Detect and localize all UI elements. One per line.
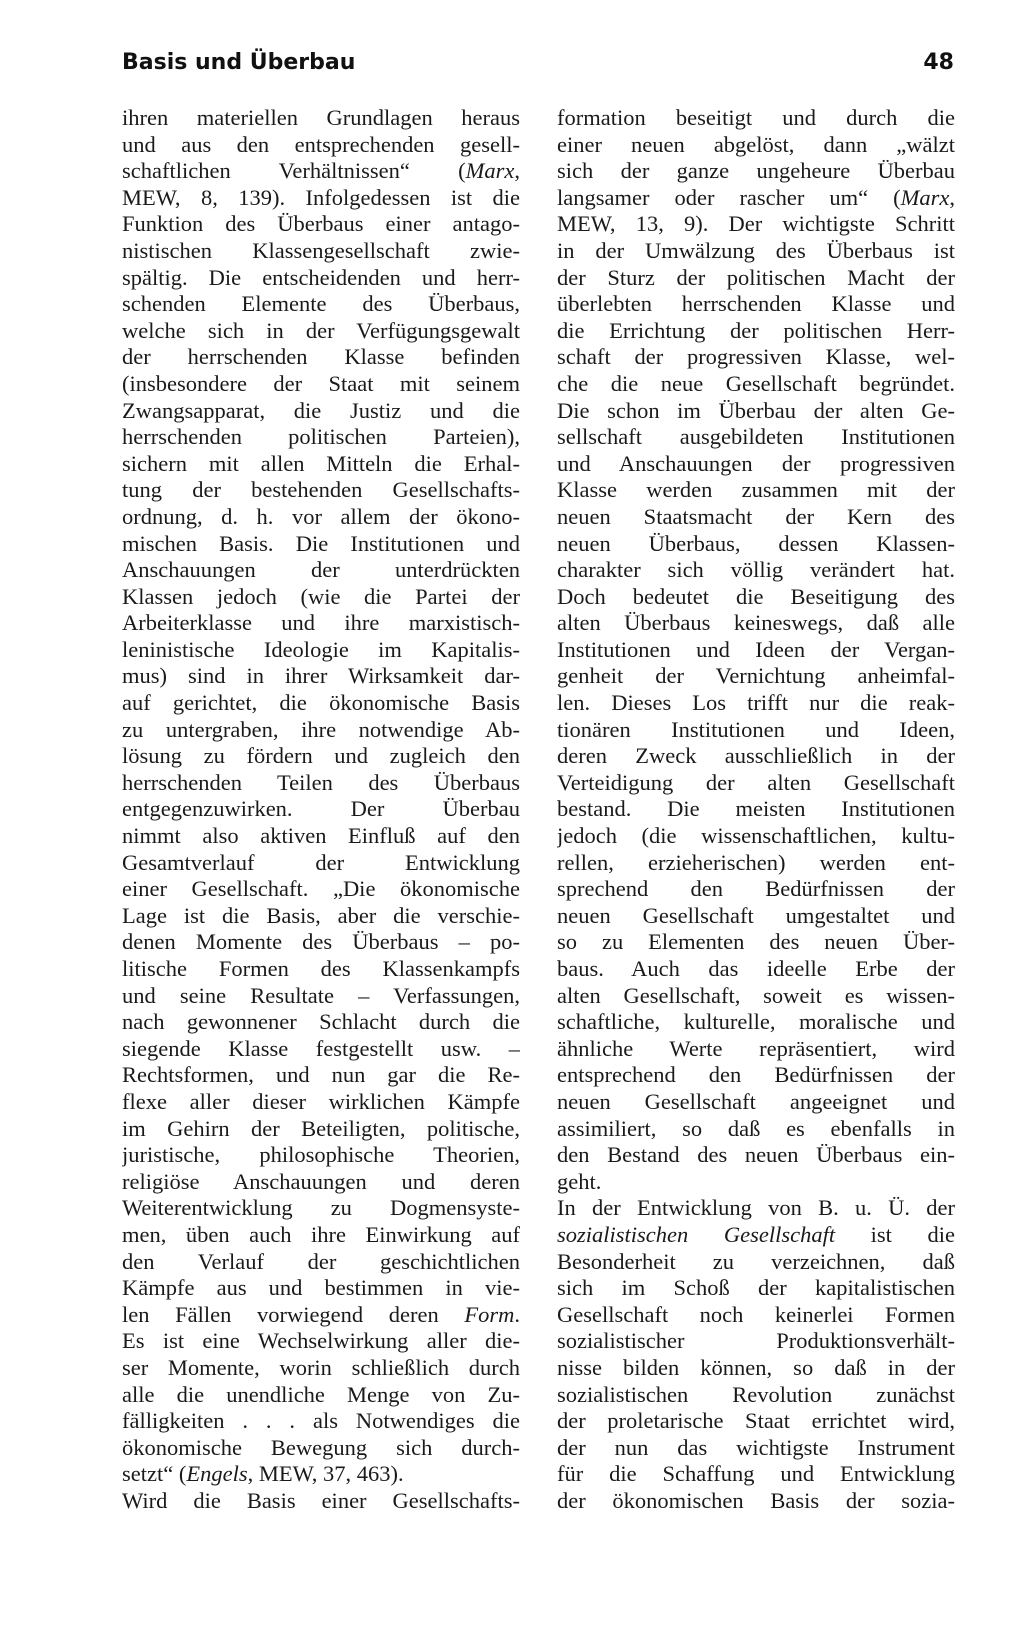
text-line: Wird die Basis einer Gesellschafts- (122, 1487, 520, 1513)
text-line: und aus den entsprechenden gesell- (122, 131, 520, 157)
text-line: Institutionen und Ideen der Vergan- (557, 636, 955, 662)
text-line: alten Gesellschaft, soweit es wissen- (557, 982, 955, 1008)
text-line: ihren materiellen Grundlagen heraus (122, 105, 520, 130)
text-line: und seine Resultate – Verfassungen, (122, 982, 520, 1008)
text-line: jedoch (die wissenschaftlichen, kultu- (557, 823, 955, 849)
text-line: sozialistischer Produktionsverhält- (557, 1328, 955, 1354)
text-line: Lage ist die Basis, aber die verschie- (122, 902, 520, 928)
text-line: herrschenden Teilen des Überbaus (122, 769, 520, 795)
text-line: Es ist eine Wechselwirkung aller die- (122, 1328, 520, 1354)
text-line: den Verlauf der geschichtlichen (122, 1248, 520, 1274)
text-line: mischen Basis. Die Institutionen und (122, 530, 520, 556)
text-line: Klassen jedoch (wie die Partei der (122, 583, 520, 609)
text-line: sich im Schoß der kapitalistischen (557, 1275, 955, 1301)
text-line: len. Dieses Los trifft nur die reak- (557, 690, 955, 716)
left-column (122, 105, 520, 1514)
text-line: den Bestand des neuen Überbaus ein- (557, 1142, 955, 1168)
text-line: einer Gesellschaft. „Die ökonomische (122, 876, 520, 902)
text-line: die Errichtung der politischen Herr- (557, 317, 955, 343)
emphasis: Form (464, 1301, 515, 1327)
text-line: (insbesondere der Staat mit seinem (122, 370, 520, 396)
text-line: nisse bilden können, so daß in der (557, 1354, 955, 1380)
emphasis: Engels (186, 1461, 248, 1487)
text-line: Kämpfe aus und bestimmen in vie- (122, 1275, 520, 1301)
text-line: geht. (557, 1168, 602, 1194)
text-line: Gesamtverlauf der Entwicklung (122, 849, 520, 875)
text-line: neuen Gesellschaft umgestaltet und (557, 902, 955, 928)
text-line: Verteidigung der alten Gesellschaft (557, 769, 955, 795)
text-line: schaft der progressiven Klasse, wel- (557, 344, 955, 370)
emphasis: Marx (465, 158, 515, 184)
text-line: mus) sind in ihrer Wirksamkeit dar- (122, 663, 520, 689)
text-line: neuen Staatsmacht der Kern des (557, 503, 955, 529)
text-line: len Fällen vorwiegend deren Form. (122, 1301, 520, 1327)
text-line: spältig. Die entscheidenden und herr- (122, 264, 520, 290)
text-line: tionären Institutionen und Ideen, (557, 716, 955, 742)
text-line: Zwangsapparat, die Justiz und die (122, 397, 520, 423)
text-line: ser Momente, worin schließlich durch (122, 1354, 520, 1380)
text-line: zu untergraben, ihre notwendige Ab- (122, 716, 520, 742)
text-line: sozialistischen Gesellschaft ist die (557, 1221, 955, 1247)
text-line: juristische, philosophische Theorien, (122, 1142, 520, 1168)
text-line: nimmt also aktiven Einfluß auf den (122, 823, 520, 849)
text-line: nach gewonnener Schlacht durch die (122, 1009, 520, 1035)
emphasis: sozialistischen Gesellschaft (557, 1221, 836, 1247)
text-line: Klasse werden zusammen mit der (557, 477, 955, 503)
text-line: Arbeiterklasse und ihre marxistisch- (122, 610, 520, 636)
text-line: Gesellschaft noch keinerlei Formen (557, 1301, 955, 1327)
text-line: rellen, erzieherischen) werden ent- (557, 849, 955, 875)
text-line: schaftlichen Verhältnissen“ (Marx, (122, 158, 520, 184)
text-line: der herrschenden Klasse befinden (122, 344, 520, 370)
text-line: einer neuen abgelöst, dann „wälzt (557, 131, 955, 157)
text-line: Funktion des Überbaus einer antago- (122, 211, 520, 237)
text-line: In der Entwicklung von B. u. Ü. der (557, 1195, 955, 1221)
text-line: che die neue Gesellschaft begründet. (557, 370, 955, 396)
text-line: für die Schaffung und Entwicklung (557, 1461, 955, 1487)
text-line: welche sich in der Verfügungsgewalt (122, 317, 520, 343)
text-line: MEW, 8, 139). Infolgedessen ist die (122, 184, 520, 210)
text-line: ordnung, d. h. vor allem der ökono- (122, 503, 520, 529)
text-line: langsamer oder rascher um“ (Marx, (557, 184, 955, 210)
text-line: schaftliche, kulturelle, moralische und (557, 1009, 955, 1035)
text-line: Rechtsformen, und nun gar die Re- (122, 1062, 520, 1088)
text-line: der Sturz der politischen Macht der (557, 264, 955, 290)
text-line: neuen Überbaus, dessen Klassen- (557, 530, 955, 556)
text-line: Doch bedeutet die Beseitigung des (557, 583, 955, 609)
text-line: nistischen Klassengesellschaft zwie- (122, 237, 520, 263)
page-number: 48 (923, 50, 954, 75)
text-line: der nun das wichtigste Instrument (557, 1434, 955, 1460)
text-line: men, üben auch ihre Einwirkung auf (122, 1221, 520, 1247)
text-line: auf gerichtet, die ökonomische Basis (122, 690, 520, 716)
text-line: ähnliche Werte repräsentiert, wird (557, 1035, 955, 1061)
text-line: bestand. Die meisten Institutionen (557, 796, 955, 822)
text-line: baus. Auch das ideelle Erbe der (557, 956, 955, 981)
text-line: der ökonomischen Basis der sozia- (557, 1487, 955, 1513)
page-title: Basis und Überbau (122, 50, 356, 75)
text-line: so zu Elementen des neuen Über- (557, 929, 955, 955)
emphasis: Marx (900, 184, 950, 210)
text-line: entgegenzuwirken. Der Überbau (122, 796, 520, 822)
text-line: neuen Gesellschaft angeeignet und (557, 1088, 955, 1114)
text-line: im Gehirn der Beteiligten, politische, (122, 1115, 520, 1141)
text-line: herrschenden politischen Parteien), (122, 424, 520, 450)
text-line: charakter sich völlig verändert hat. (557, 557, 955, 583)
text-line: Besonderheit zu verzeichnen, daß (557, 1248, 955, 1274)
text-line: fälligkeiten . . . als Notwendiges die (122, 1408, 520, 1434)
text-line: Weiterentwicklung zu Dogmensyste- (122, 1195, 520, 1221)
text-line: siegende Klasse festgestellt usw. – (122, 1035, 520, 1061)
text-line: sellschaft ausgebildeten Institutionen (557, 424, 955, 450)
text-line: leninistische Ideologie im Kapitalis- (122, 636, 520, 662)
text-line: MEW, 13, 9). Der wichtigste Schritt (557, 211, 955, 237)
right-column (557, 105, 955, 1514)
text-line: alten Überbaus keineswegs, daß alle (557, 610, 955, 636)
text-line: Die schon im Überbau der alten Ge- (557, 397, 955, 423)
running-header (122, 50, 954, 90)
text-line: deren Zweck ausschließlich in der (557, 743, 955, 769)
text-line: assimiliert, so daß es ebenfalls in (557, 1115, 955, 1141)
text-line: sozialistischen Revolution zunächst (557, 1381, 955, 1407)
text-line: sichern mit allen Mitteln die Erhal- (122, 450, 520, 476)
text-line: schenden Elemente des Überbaus, (122, 291, 520, 317)
text-line: entsprechend den Bedürfnissen der (557, 1062, 955, 1088)
text-line: der proletarische Staat errichtet wird, (557, 1408, 955, 1434)
text-line: und Anschauungen der progressiven (557, 450, 955, 476)
text-line: Anschauungen der unterdrückten (122, 557, 520, 583)
text-line: tung der bestehenden Gesellschafts- (122, 477, 520, 503)
text-line: litische Formen des Klassenkampfs (122, 956, 520, 981)
text-line: alle die unendliche Menge von Zu- (122, 1381, 520, 1407)
text-line: setzt“ (Engels, MEW, 37, 463). (122, 1461, 404, 1487)
text-line: überlebten herrschenden Klasse und (557, 291, 955, 317)
text-line: flexe aller dieser wirklichen Kämpfe (122, 1088, 520, 1114)
text-line: lösung zu fördern und zugleich den (122, 743, 520, 769)
text-line: sich der ganze ungeheure Überbau (557, 158, 955, 184)
text-line: ökonomische Bewegung sich durch- (122, 1434, 520, 1460)
text-line: in der Umwälzung des Überbaus ist (557, 237, 955, 263)
text-line: denen Momente des Überbaus – po- (122, 929, 520, 955)
text-line: sprechend den Bedürfnissen der (557, 876, 955, 902)
text-line: religiöse Anschauungen und deren (122, 1168, 520, 1194)
text-line: formation beseitigt und durch die (557, 105, 955, 130)
text-line: genheit der Vernichtung anheimfal- (557, 663, 955, 689)
